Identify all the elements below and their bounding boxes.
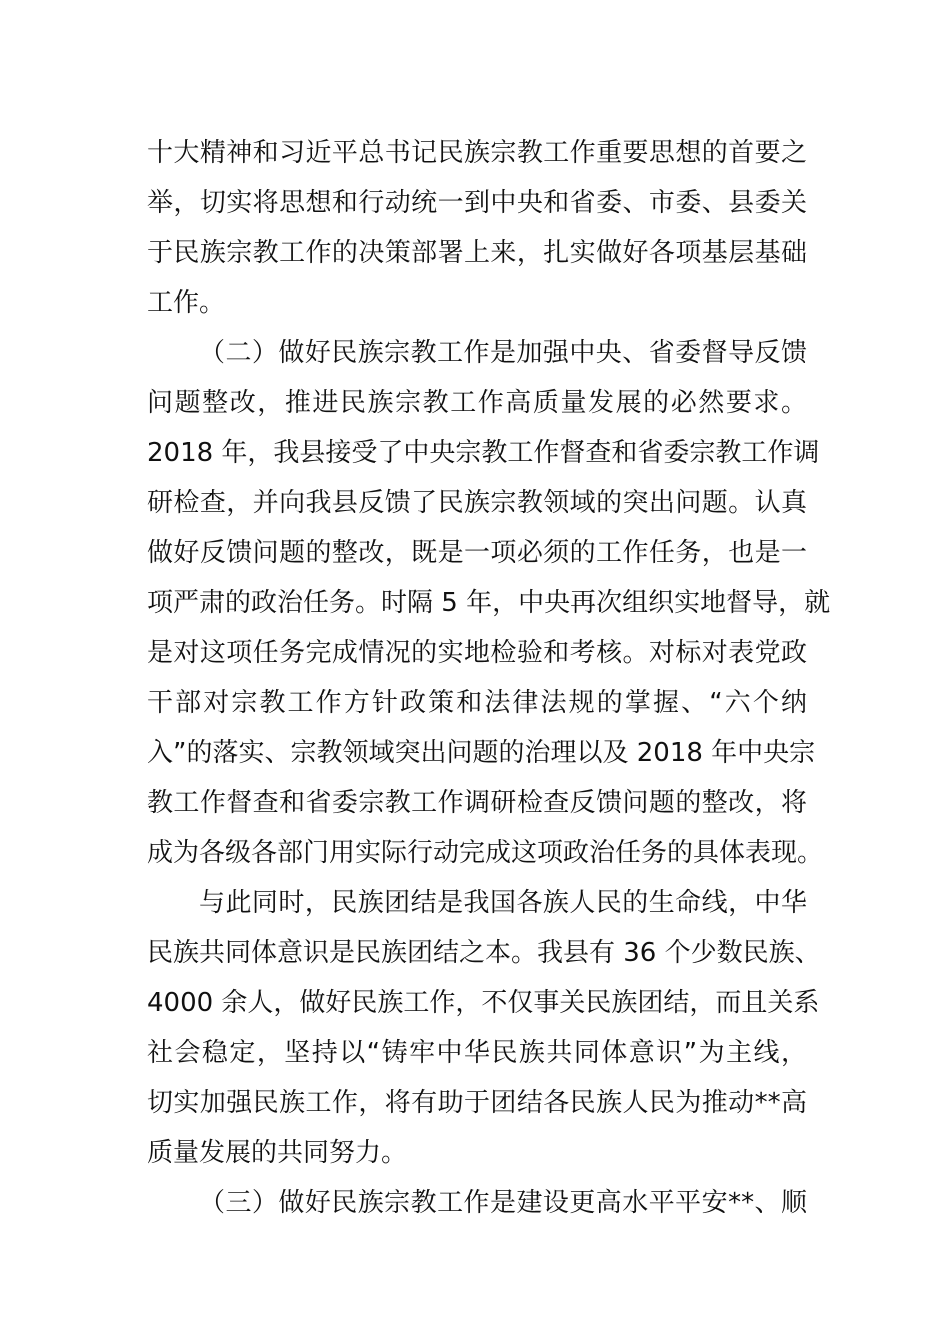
text-line: 研检查，并向我县反馈了民族宗教领域的突出问题。认真 [147, 488, 807, 518]
text-line: 4000 余人，做好民族工作，不仅事关民族团结，而且关系 [147, 988, 820, 1018]
text-line: 于民族宗教工作的决策部署上来，扎实做好各项基层基础 [147, 238, 807, 268]
text-line: 项严肃的政治任务。时隔 5 年，中央再次组织实地督导，就 [147, 588, 831, 618]
text-line: 入”的落实、宗教领域突出问题的治理以及 2018 年中央宗 [147, 738, 816, 768]
text-line: 十大精神和习近平总书记民族宗教工作重要思想的首要之 [147, 138, 807, 168]
section-heading-line: （二）做好民族宗教工作是加强中央、省委督导反馈 [199, 338, 807, 368]
text-line: 切实加强民族工作，将有助于团结各民族人民为推动**高 [147, 1088, 807, 1118]
text-line: 民族共同体意识是民族团结之本。我县有 36 个少数民族、 [147, 938, 821, 968]
text-line: 2018 年，我县接受了中央宗教工作督查和省委宗教工作调 [147, 438, 820, 468]
text-line: 举，切实将思想和行动统一到中央和省委、市委、县委关 [147, 188, 807, 218]
paragraph-start-line: 与此同时，民族团结是我国各族人民的生命线，中华 [199, 888, 807, 918]
text-line: 成为各级各部门用实际行动完成这项政治任务的具体表现。 [147, 838, 824, 868]
text-line: 教工作督查和省委宗教工作调研检查反馈问题的整改，将 [147, 788, 807, 818]
text-line: 社会稳定，坚持以“铸牢中华民族共同体意识”为主线， [147, 1038, 807, 1068]
text-line: 问题整改，推进民族宗教工作高质量发展的必然要求。 [147, 388, 807, 418]
text-line: 质量发展的共同努力。 [147, 1138, 408, 1168]
section-heading-line: （三）做好民族宗教工作是建设更高水平平安**、顺 [199, 1188, 807, 1218]
text-line: 是对这项任务完成情况的实地检验和考核。对标对表党政 [147, 638, 807, 668]
text-line: 做好反馈问题的整改，既是一项必须的工作任务，也是一 [147, 538, 807, 568]
text-line: 干部对宗教工作方针政策和法律法规的掌握、“六个纳 [147, 688, 807, 718]
text-line: 工作。 [147, 288, 226, 318]
